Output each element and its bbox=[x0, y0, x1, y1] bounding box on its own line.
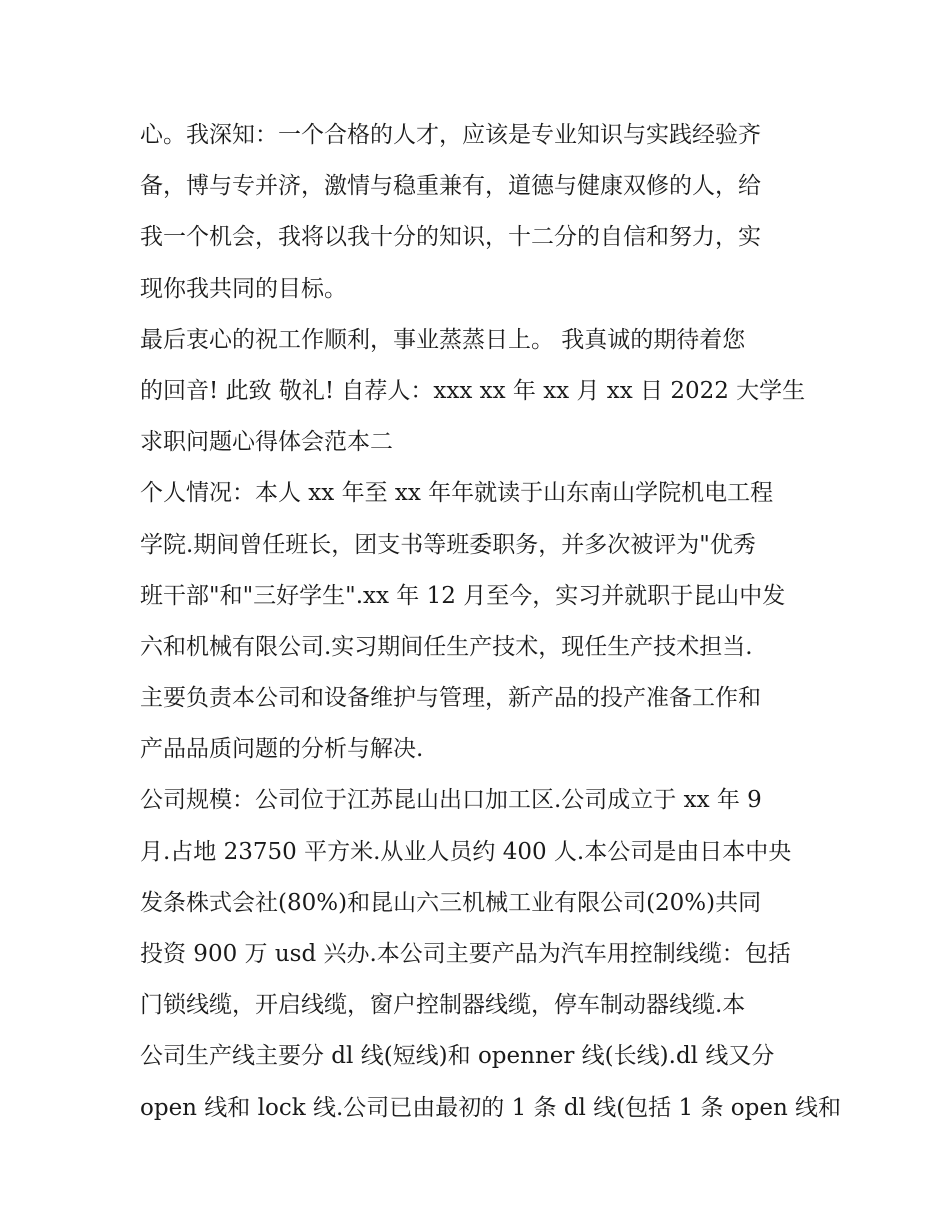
text-line: 个人情况：本人 xx 年至 xx 年年就读于山东南山学院机电工程 bbox=[140, 480, 774, 507]
text-line: 学院.期间曾任班长，团支书等班委职务，并多次被评为"优秀 bbox=[140, 531, 756, 558]
text-line: open 线和 lock 线.公司已由最初的 1 条 dl 线(包括 1 条 open 线和 bbox=[140, 1094, 842, 1121]
text-line: 心。我深知：一个合格的人才，应该是专业知识与实践经验齐 bbox=[140, 122, 761, 148]
text-line: 最后衷心的祝工作顺利，事业蒸蒸日上。 我真诚的期待着您 bbox=[140, 326, 746, 353]
text-line: 产品品质问题的分析与解决. bbox=[140, 736, 424, 763]
text-line: 的回音! 此致 敬礼! 自荐人：xxx xx 年 xx 月 xx 日 2022 大学生 bbox=[140, 377, 806, 404]
text-line: 投资 900 万 usd 兴办.本公司主要产品为汽车用控制线缆：包括 bbox=[140, 941, 791, 967]
text-line: 现你我共同的目标。 bbox=[140, 275, 347, 302]
document-body-text bbox=[140, 110, 842, 1134]
text-line: 公司规模：公司位于江苏昆山出口加工区.公司成立于 xx 年 9 bbox=[140, 787, 762, 814]
text-line: 门锁线缆，开启线缆，窗户控制器线缆，停车制动器线缆.本 bbox=[140, 992, 746, 1019]
text-line: 备，博与专并济，激情与稳重兼有，道德与健康双修的人，给 bbox=[140, 173, 761, 200]
text-line: 月.占地 23750 平方米.从业人员约 400 人.本公司是由日本中央 bbox=[140, 838, 792, 865]
text-line: 公司生产线主要分 dl 线(短线)和 openner 线(长线).dl 线又分 bbox=[140, 1043, 775, 1070]
text-line: 六和机械有限公司.实习期间任生产技术，现任生产技术担当. bbox=[140, 633, 753, 660]
text-line: 我一个机会，我将以我十分的知识，十二分的自信和努力，实 bbox=[140, 224, 761, 251]
text-line: 班干部"和"三好学生".xx 年 12 月至今，实习并就职于昆山中发 bbox=[140, 582, 786, 609]
text-line: 发条株式会社(80%)和昆山六三机械工业有限公司(20%)共同 bbox=[140, 889, 762, 916]
text-line: 主要负责本公司和设备维护与管理，新产品的投产准备工作和 bbox=[140, 685, 761, 712]
text-line: 求职问题心得体会范本二 bbox=[140, 429, 393, 456]
